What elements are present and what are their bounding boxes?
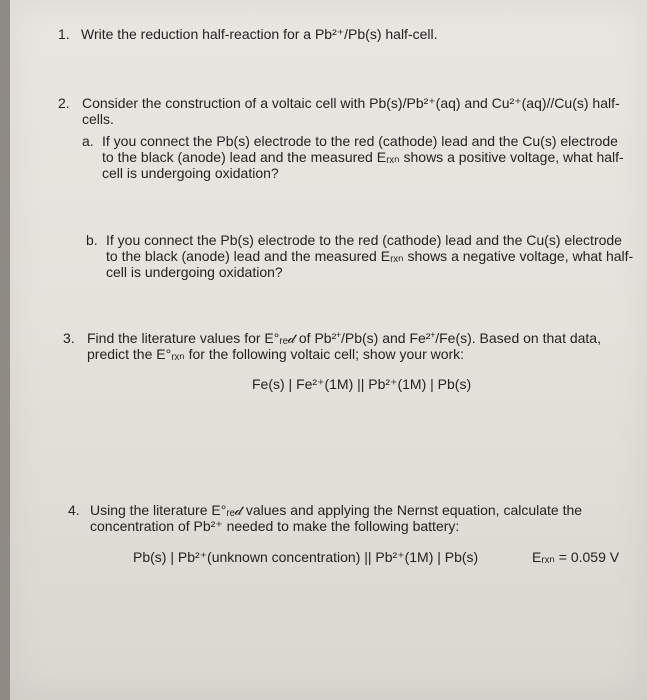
question-3-number: 3. bbox=[63, 330, 75, 346]
question-2b-letter: b. bbox=[86, 232, 98, 248]
question-2b-line-1: If you connect the Pb(s) electrode to the red (cathode) lead and the Cu(s) electrode bbox=[106, 232, 622, 248]
question-3-cell-notation: Fe(s) | Fe²⁺(1M) || Pb²⁺(1M) | Pb(s) bbox=[252, 376, 472, 392]
question-4-line-2: concentration of Pb²⁺ needed to make the following battery: bbox=[90, 518, 460, 534]
question-2a-line-1: If you connect the Pb(s) electrode to the red (cathode) lead and the Cu(s) electrode bbox=[102, 133, 618, 149]
question-1-text: Write the reduction half-reaction for a Pb²⁺/Pb(s) half-cell. bbox=[81, 26, 438, 42]
question-2b-line-3: cell is undergoing oxidation? bbox=[106, 264, 283, 280]
worksheet-page bbox=[10, 0, 647, 700]
question-2a-line-3: cell is undergoing oxidation? bbox=[102, 165, 279, 181]
question-4-line-1: Using the literature E°ᵣₑ𝒹 values and applying the Nernst equation, calculate the bbox=[90, 502, 583, 518]
question-1-number: 1. bbox=[58, 26, 70, 42]
question-2-line-2: cells. bbox=[82, 111, 114, 127]
question-2a-letter: a. bbox=[82, 133, 94, 149]
question-3-line-1: Find the literature values for E°ᵣₑ𝒹 of Pb²⁺/Pb(s) and Fe²⁺/Fe(s). Based on that data, bbox=[87, 330, 601, 346]
question-4-erxn-value: Eᵣₓₙ = 0.059 V bbox=[532, 549, 620, 565]
question-2a-line-2: to the black (anode) lead and the measured Eᵣₓₙ shows a positive voltage, what half- bbox=[102, 149, 624, 165]
question-2-number: 2. bbox=[58, 95, 70, 111]
question-4-number: 4. bbox=[68, 502, 80, 518]
question-2-line-1: Consider the construction of a voltaic cell with Pb(s)/Pb²⁺(aq) and Cu²⁺(aq)//Cu(s) half- bbox=[82, 95, 620, 111]
question-3-line-2: predict the E°ᵣₓₙ for the following voltaic cell; show your work: bbox=[87, 346, 465, 362]
question-4-cell-notation: Pb(s) | Pb²⁺(unknown concentration) || Pb²⁺(1M) | Pb(s) bbox=[133, 549, 479, 565]
question-2b-line-2: to the black (anode) lead and the measured Eᵣₓₙ shows a negative voltage, what half- bbox=[106, 248, 634, 264]
